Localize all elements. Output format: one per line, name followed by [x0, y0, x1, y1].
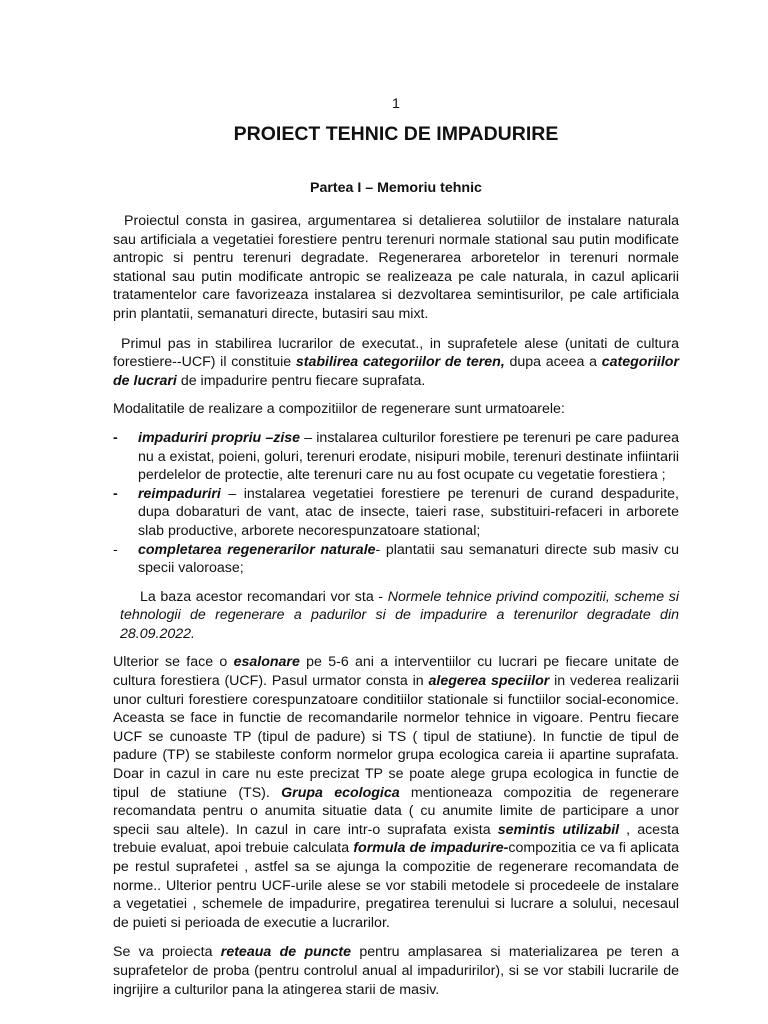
list-bullet: -	[113, 485, 118, 502]
paragraph-text: compozitia ce va fi aplicata pe restul suprafetei , astfel sa se ajunga la compozitie de regenerare recomandata de norme.. Ulterior pentru UCF-urile alese se vor stabili metodele si procedeele de instalare a vegetatiei , schemele de impadurire, pregatirea terenului si lucrare a solului, necesaul de puieti si perioada de executie a lucrarilor.	[113, 840, 680, 931]
document-title: PROIECT TEHNIC DE IMPADURIRE	[233, 123, 559, 145]
list-item	[113, 541, 679, 578]
list-term: completarea regenerarilor naturale	[138, 541, 376, 558]
list-term: impaduriri propriu –zise	[138, 429, 301, 446]
list-term: reimpaduriri	[138, 485, 221, 502]
emphasis-text: reteaua de puncte	[220, 944, 351, 961]
emphasis-text: categoriilor de lucrari	[113, 354, 679, 389]
regeneration-list	[113, 429, 679, 578]
norms-reference	[113, 588, 679, 644]
paragraph-text: pentru amplasarea si materializarea pe teren a suprafetelor de proba (pentru controlul anual al impaduririlor), si se vor stabili lucrarile de ingrijire a culturilor pana la atingerea starii de masiv.	[113, 944, 680, 998]
paragraph-reteaua	[113, 943, 679, 999]
list-item	[113, 485, 679, 541]
paragraph-text: Se va proiecta	[113, 944, 221, 961]
list-bullet: -	[113, 429, 118, 446]
paragraph-intro: Proiectul consta in gasirea, argumentarea si detalierea solutiilor de instalare naturala sau artificiala a vegetatiei forestiere pentru terenuri normale stational sau putin modificate antropic si pentru terenuri degradate. Regenerarea arboretelor in terenuri normale stational sau putin modificate antropic se realizeaza pe cale naturala, in cazul aplicarii tratamentelor care favorizeaza instalarea si dezvoltarea semintisurilor, pe cale artificiala prin plantatii, semanaturi directe, butasiri sau mixt.	[113, 213, 679, 322]
paragraph-text: Ulterior se face o	[113, 654, 234, 671]
emphasis-text: alegerea speciilor	[428, 673, 550, 690]
emphasis-text: Grupa ecologica	[281, 784, 400, 801]
paragraph-text: , acesta trebuie evaluat, apoi trebuie calculata	[113, 821, 679, 857]
paragraph-text: mentioneaza compozitia de regenerare recomandata pentru o anumita situatie data ( cu anumite limite de participare a unor specii sau altele). In cazul in care intr-o suprafata exista	[113, 784, 680, 838]
emphasis-text: esalonare	[233, 654, 300, 671]
quote-text: La baza acestor recomandari vor sta -	[140, 588, 388, 605]
list-text: – instalarea vegetatiei forestiere pe terenuri de curand despadurite, dupa dobaraturi de vant, atac de insecte, taieri rase, substituiri-refaceri in arborete slab productive, arborete necorespunzatoare stational;	[138, 485, 679, 539]
section-subtitle: Partea I – Memoriu tehnic	[310, 180, 482, 196]
paragraph-modalities: Modalitatile de realizare a compozitiilor de regenerare sunt urmatoarele:	[113, 401, 565, 418]
list-item	[113, 429, 679, 485]
list-text: – instalarea culturilor forestiere pe terenuri pe care padurea nu a existat, poieni, goluri, terenuri erodate, nisipuri mobile, terenuri destinate infiintarii perdelelor de protectie, alte terenuri care nu au fost ocupate cu vegetatie forestiera ;	[138, 429, 679, 484]
quote-inner	[120, 588, 679, 644]
document-body	[113, 212, 679, 999]
paragraph-text: pe 5-6 ani a interventiilor cu lucrari pe fiecare unitate de cultura forestiera (UCF). Pasul urmator consta in	[113, 654, 680, 690]
emphasis-text: formula de impadurire-	[353, 840, 509, 857]
paragraph-text: dupa aceea a	[504, 354, 602, 371]
paragraph-text: Primul pas in stabilirea lucrarilor de executat., in suprafetele alese (unitati de cultura forestiere--UCF) il constituie	[113, 335, 679, 371]
list-text: - plantatii sau semanaturi directe sub masiv cu specii valoroase;	[138, 541, 679, 577]
list-bullet: -	[113, 541, 118, 558]
emphasis-text: semintis utilizabil	[497, 821, 620, 838]
emphasis-text: stabilirea categoriilor de teren,	[295, 354, 505, 371]
paragraph-first-step	[113, 335, 679, 391]
quote-norms-title: Normele tehnice privind compozitii, scheme si tehnologii de regenerare a padurilor si de impadurire a terenurilor degradate din 28.09.2022.	[120, 588, 679, 642]
paragraph-text: in vederea realizarii unor culturi forestiere corespunzatoare conditiilor stationale si functiilor social-economice. Aceasta se face in functie de recomandarile normelor tehnice in vigoare. Pentru fiecare UCF se cunoaste TP (tipul de padure) si TS ( tipul de statiune). In functie de tipul de padure (TP) se stabileste conform normelor grupa ecologica careia ii apartine suprafata. Doar in cazul in care nu este precizat TP se poate alege grupa ecologica in functie de tipul de statiune (TS).	[113, 673, 680, 801]
paragraph-esalonare	[113, 653, 679, 932]
paragraph-text: de impadurire pentru fiecare suprafata.	[176, 372, 426, 389]
page-number: 1	[392, 96, 400, 112]
